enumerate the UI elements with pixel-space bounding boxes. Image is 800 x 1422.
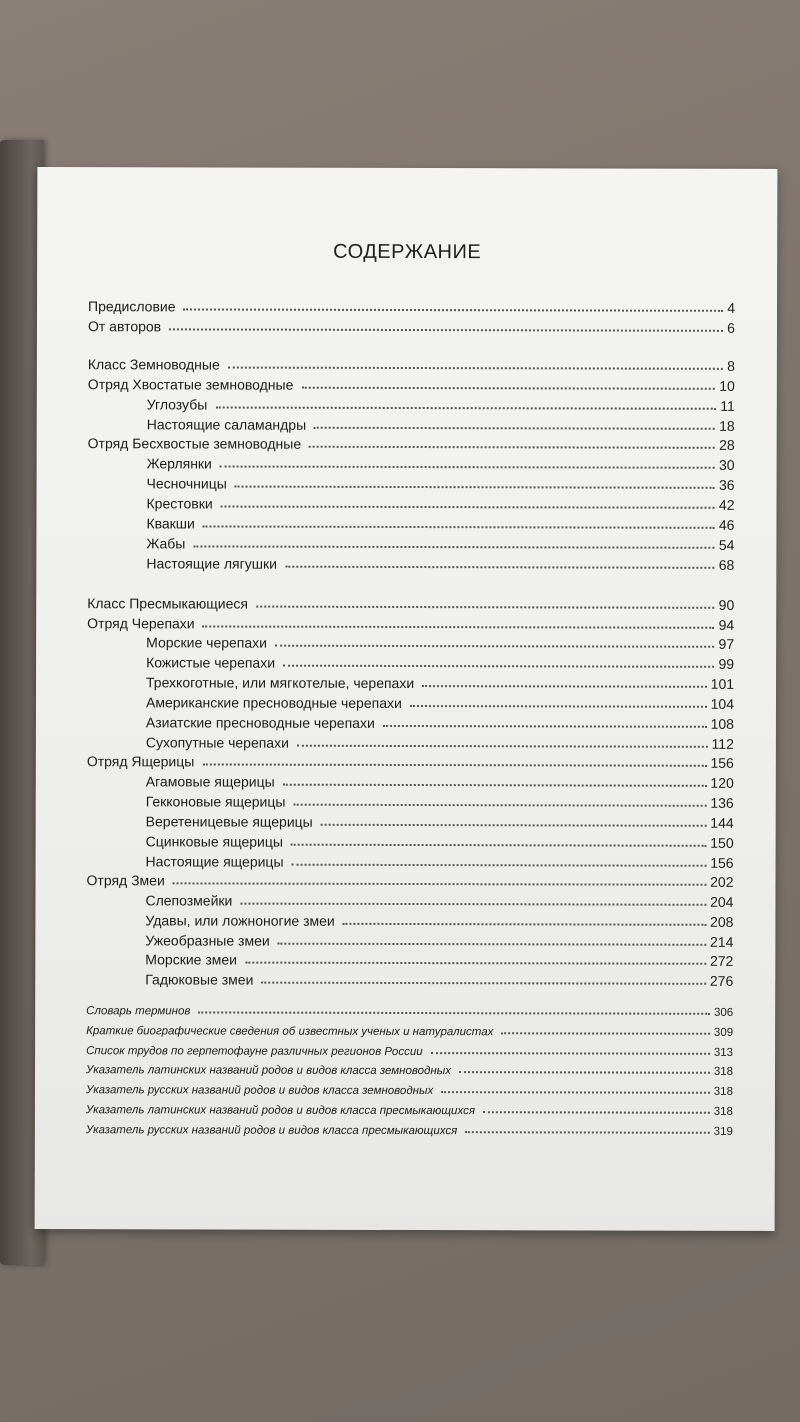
dot-leader	[202, 763, 706, 766]
dot-leader	[283, 784, 707, 787]
toc-entry-page: 108	[710, 715, 734, 732]
dot-leader	[459, 1071, 710, 1074]
toc-entry-label: Указатель латинских названий родов и видов класса земноводных	[86, 1064, 451, 1078]
toc-entry-page: 90	[718, 596, 735, 613]
toc-entry	[37, 372, 777, 394]
dot-leader	[193, 545, 714, 548]
toc-entry-label: Отряд Ящерицы	[86, 753, 195, 770]
toc-entry-page: 42	[718, 496, 735, 513]
toc-entry-page: 319	[713, 1125, 733, 1138]
dot-leader	[235, 486, 715, 489]
toc-entry-label: Агамовые ящерицы	[145, 773, 275, 790]
dot-leader	[203, 525, 715, 528]
book-page	[35, 167, 778, 1231]
toc-entry-label: Отряд Змеи	[86, 872, 165, 889]
toc-entry	[36, 630, 776, 652]
toc-entry-label: Жерлянки	[146, 455, 212, 472]
toc-entry	[37, 294, 777, 316]
toc-entry	[36, 591, 776, 613]
toc-entry	[35, 1039, 775, 1059]
toc-entry-page: 28	[719, 436, 735, 453]
toc-entry-page: 10	[719, 377, 735, 394]
toc-entry-page: 54	[718, 536, 735, 553]
toc-entry-page: 214	[709, 933, 734, 950]
toc-entry	[36, 710, 776, 732]
dot-leader	[198, 1011, 710, 1014]
toc-entry-label: Азиатские пресноводные черепахи	[145, 714, 375, 731]
toc-entry-label: Класс Земноводные	[87, 356, 220, 373]
dot-leader	[228, 367, 723, 370]
dot-leader	[343, 923, 706, 926]
toc-entry-label: От авторов	[87, 318, 162, 335]
toc-entry-page: 30	[719, 456, 735, 473]
toc-entry-label: Чесночницы	[146, 475, 227, 492]
toc-entry	[36, 650, 776, 672]
toc-entry-label: Предисловие	[88, 298, 176, 315]
dot-leader	[285, 566, 715, 569]
toc-entry	[35, 1078, 775, 1098]
toc-entry	[35, 1098, 775, 1118]
toc-entry	[37, 314, 777, 336]
dot-leader	[184, 308, 724, 311]
toc-entry	[37, 392, 777, 414]
toc-entry-label: Веретеницевые ящерицы	[145, 813, 313, 830]
toc-entry-label: Гадюковые змеи	[145, 971, 254, 988]
toc-entry-label: Класс Пресмыкающиеся	[87, 595, 249, 612]
toc-entry-page: 144	[710, 814, 734, 831]
toc-entry-label: Отряд Бесхвостые земноводные	[87, 435, 302, 452]
dot-leader	[221, 506, 715, 509]
toc-entry-page: 46	[718, 516, 735, 533]
toc-entry	[36, 690, 776, 712]
dot-leader	[321, 824, 707, 827]
dot-leader	[245, 962, 706, 965]
toc-entry-page: 204	[710, 893, 734, 910]
toc-entry-label: Словарь терминов	[86, 1005, 191, 1018]
dot-leader	[283, 665, 714, 668]
toc-entry-label: Сцинковые ящерицы	[145, 833, 283, 850]
toc-entry	[36, 749, 776, 771]
toc-entry-page: 272	[709, 952, 734, 969]
toc-entry-label: Список трудов по герпетофауне различных регионов России	[86, 1045, 423, 1059]
dot-leader	[431, 1052, 710, 1055]
dot-leader	[220, 466, 715, 469]
toc-entry	[37, 352, 777, 374]
toc-entry-label: Настоящие лягушки	[146, 555, 277, 572]
toc-entry	[37, 471, 777, 493]
toc-entry-label: Настоящие ящерицы	[145, 853, 284, 870]
dot-leader	[169, 328, 723, 331]
toc-entry	[35, 1118, 775, 1138]
toc-entry	[37, 451, 777, 473]
toc-entry	[36, 789, 776, 811]
toc-entry-label: Сухопутные черепахи	[145, 734, 289, 751]
toc-entry-page: 99	[718, 655, 735, 672]
toc-entry-page: 97	[718, 635, 735, 652]
toc-entry	[36, 829, 776, 851]
toc-entry-page: 318	[713, 1105, 733, 1118]
toc-entry-page: 276	[709, 972, 734, 989]
toc-entry-label: Указатель латинских названий родов и видов класса пресмыкающихся	[85, 1104, 475, 1118]
dot-leader	[483, 1111, 710, 1114]
dot-leader	[256, 606, 715, 609]
toc-entry-page: 101	[710, 675, 735, 692]
dot-leader	[203, 625, 715, 628]
toc-entry-label: Углозубы	[146, 396, 208, 413]
toc-entry-label: Ужеобразные змеи	[145, 932, 270, 949]
toc-entry	[36, 769, 776, 791]
toc-entry-label: Американские пресноводные черепахи	[145, 694, 402, 711]
toc-entry-label: Кожистые черепахи	[146, 654, 276, 671]
toc-entry-page: 318	[713, 1065, 734, 1078]
toc-entry-label: Морские змеи	[145, 951, 238, 968]
toc-entry-label: Слепозмейки	[145, 892, 233, 909]
toc-entry-label: Морские черепахи	[146, 634, 268, 651]
dot-leader	[275, 645, 715, 648]
dot-leader	[173, 882, 706, 885]
toc-entry	[37, 431, 777, 453]
toc-entry-page: 36	[718, 476, 735, 493]
toc-entry-page: 18	[719, 417, 735, 434]
toc-entry-page: 150	[710, 834, 734, 851]
dot-leader	[422, 685, 707, 688]
toc-entry	[35, 1058, 775, 1078]
toc-entry	[35, 947, 775, 969]
toc-entry	[36, 809, 776, 831]
toc-entry-label: Крестовки	[146, 495, 213, 512]
toc-entry	[36, 868, 776, 890]
toc-entry-label: Отряд Черепахи	[87, 615, 195, 632]
dot-leader	[441, 1091, 710, 1094]
dot-leader	[240, 903, 706, 906]
toc-entry-page: 68	[718, 556, 735, 573]
toc-entry-page: 306	[713, 1006, 734, 1019]
dot-leader	[215, 406, 716, 409]
toc-entry-label: Краткие биографические сведения об известных ученых и натуралистах	[86, 1025, 494, 1039]
toc-entry-label: Настоящие саламандры	[146, 416, 307, 433]
toc-entry-page: 6	[727, 319, 735, 336]
toc-entry-label: Жабы	[146, 535, 186, 552]
dot-leader	[297, 745, 708, 748]
toc-entry-page: 94	[718, 616, 735, 633]
toc-entry-page: 309	[713, 1026, 734, 1039]
toc-entry-label: Указатель русских названий родов и видов класса земноводных	[85, 1084, 434, 1098]
page-title: СОДЕРЖАНИЕ	[333, 240, 482, 264]
toc-entry-page: 202	[710, 873, 734, 890]
toc-entry	[36, 511, 776, 533]
toc-entry-label: Трехкоготные, или мягкотелые, черепахи	[146, 674, 415, 692]
toc-entry-page: 8	[727, 357, 735, 374]
toc-entry-page: 104	[710, 695, 735, 712]
toc-entry	[35, 999, 775, 1019]
toc-entry-page: 4	[727, 299, 736, 316]
dot-leader	[293, 804, 706, 807]
toc-entry	[35, 888, 775, 910]
dot-leader	[292, 864, 707, 867]
toc-entry-label: Квакши	[146, 515, 195, 532]
toc-entry-page: 318	[713, 1085, 733, 1098]
dot-leader	[314, 427, 715, 430]
dot-leader	[309, 446, 715, 449]
dot-leader	[410, 705, 707, 708]
toc-entry-label: Гекконовые ящерицы	[145, 793, 286, 810]
toc-entry-label: Отряд Хвостатые земноводные	[87, 376, 294, 393]
dot-leader	[501, 1032, 710, 1035]
toc-entry	[35, 967, 775, 989]
toc-entry	[36, 551, 776, 573]
toc-entry-label: Удавы, или ложноногие змеи	[145, 912, 335, 929]
toc-entry-page: 120	[710, 774, 734, 791]
toc-entry	[36, 531, 776, 553]
dot-leader	[383, 725, 707, 728]
dot-leader	[261, 982, 705, 985]
toc-entry-page: 208	[710, 913, 734, 930]
dot-leader	[278, 943, 706, 946]
toc-entry	[35, 1019, 775, 1039]
dot-leader	[465, 1131, 709, 1134]
toc-entry-page: 156	[710, 754, 734, 771]
toc-entry-page: 313	[713, 1046, 734, 1059]
toc-entry	[35, 908, 775, 930]
toc-entry-page: 156	[710, 854, 734, 871]
toc-entry	[36, 670, 776, 692]
toc-entry-label: Указатель русских названий родов и видов класса пресмыкающихся	[85, 1124, 458, 1138]
dot-leader	[301, 387, 715, 390]
toc-entry-page: 11	[720, 397, 735, 414]
toc-entry	[36, 491, 776, 513]
toc-entry-page: 112	[711, 735, 734, 752]
dot-leader	[291, 844, 706, 847]
toc-entry-page: 136	[710, 794, 734, 811]
